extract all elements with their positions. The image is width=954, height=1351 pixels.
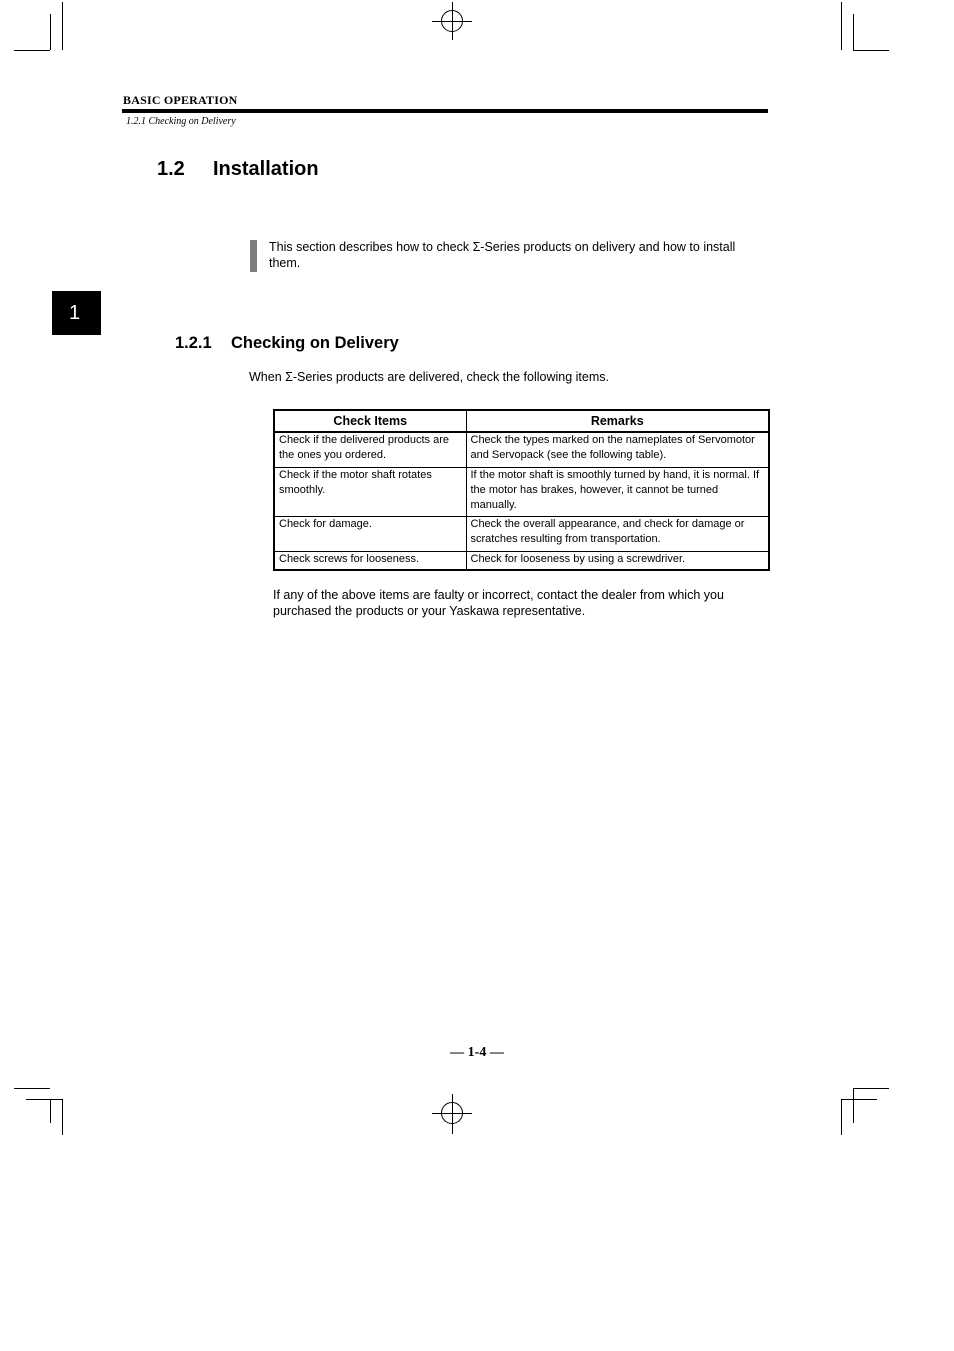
subsection-number: 1.2.1 — [175, 334, 212, 352]
table-row — [274, 468, 769, 517]
column-header-remarks: Remarks — [466, 410, 769, 432]
table-header-row — [274, 410, 769, 432]
table-row — [274, 517, 769, 552]
column-header-check-items: Check Items — [274, 410, 466, 432]
running-header-title: BASIC OPERATION — [123, 93, 238, 107]
subsection-lead: When Σ-Series products are delivered, check the following items. — [249, 370, 609, 384]
table-row — [274, 432, 769, 468]
table-row — [274, 552, 769, 571]
intro-marker-bar — [250, 240, 257, 272]
check-item-cell: Check screws for looseness. — [274, 552, 466, 571]
closing-paragraph: If any of the above items are faulty or incorrect, contact the dealer from which you purchased the products or your Yaskawa representative. — [273, 588, 724, 618]
remark-cell: Check for looseness by using a screwdriver. — [466, 552, 769, 571]
section-number: 1.2 — [157, 158, 185, 180]
remark-cell: Check the types marked on the nameplates of Servomotor and Servopack (see the following table). — [466, 432, 769, 468]
remark-cell: If the motor shaft is smoothly turned by hand, it is normal. If the motor has brakes, however, it cannot be turned manually. — [466, 468, 769, 517]
remark-cell: Check the overall appearance, and check for damage or scratches resulting from transportation. — [466, 517, 769, 552]
header-rule — [122, 109, 768, 113]
check-items-table — [273, 409, 770, 571]
subsection-title: Checking on Delivery — [231, 334, 399, 352]
check-item-cell: Check if the motor shaft rotates smoothly. — [274, 468, 466, 517]
check-item-cell: Check if the delivered products are the ones you ordered. — [274, 432, 466, 468]
check-item-cell: Check for damage. — [274, 517, 466, 552]
chapter-tab: 1 — [52, 291, 101, 335]
running-header-subtitle: 1.2.1 Checking on Delivery — [126, 116, 236, 127]
section-title: Installation — [213, 158, 319, 180]
page-number: — 1-4 — — [450, 1045, 504, 1060]
section-intro: This section describes how to check Σ-Series products on delivery and how to install them. — [269, 240, 736, 270]
